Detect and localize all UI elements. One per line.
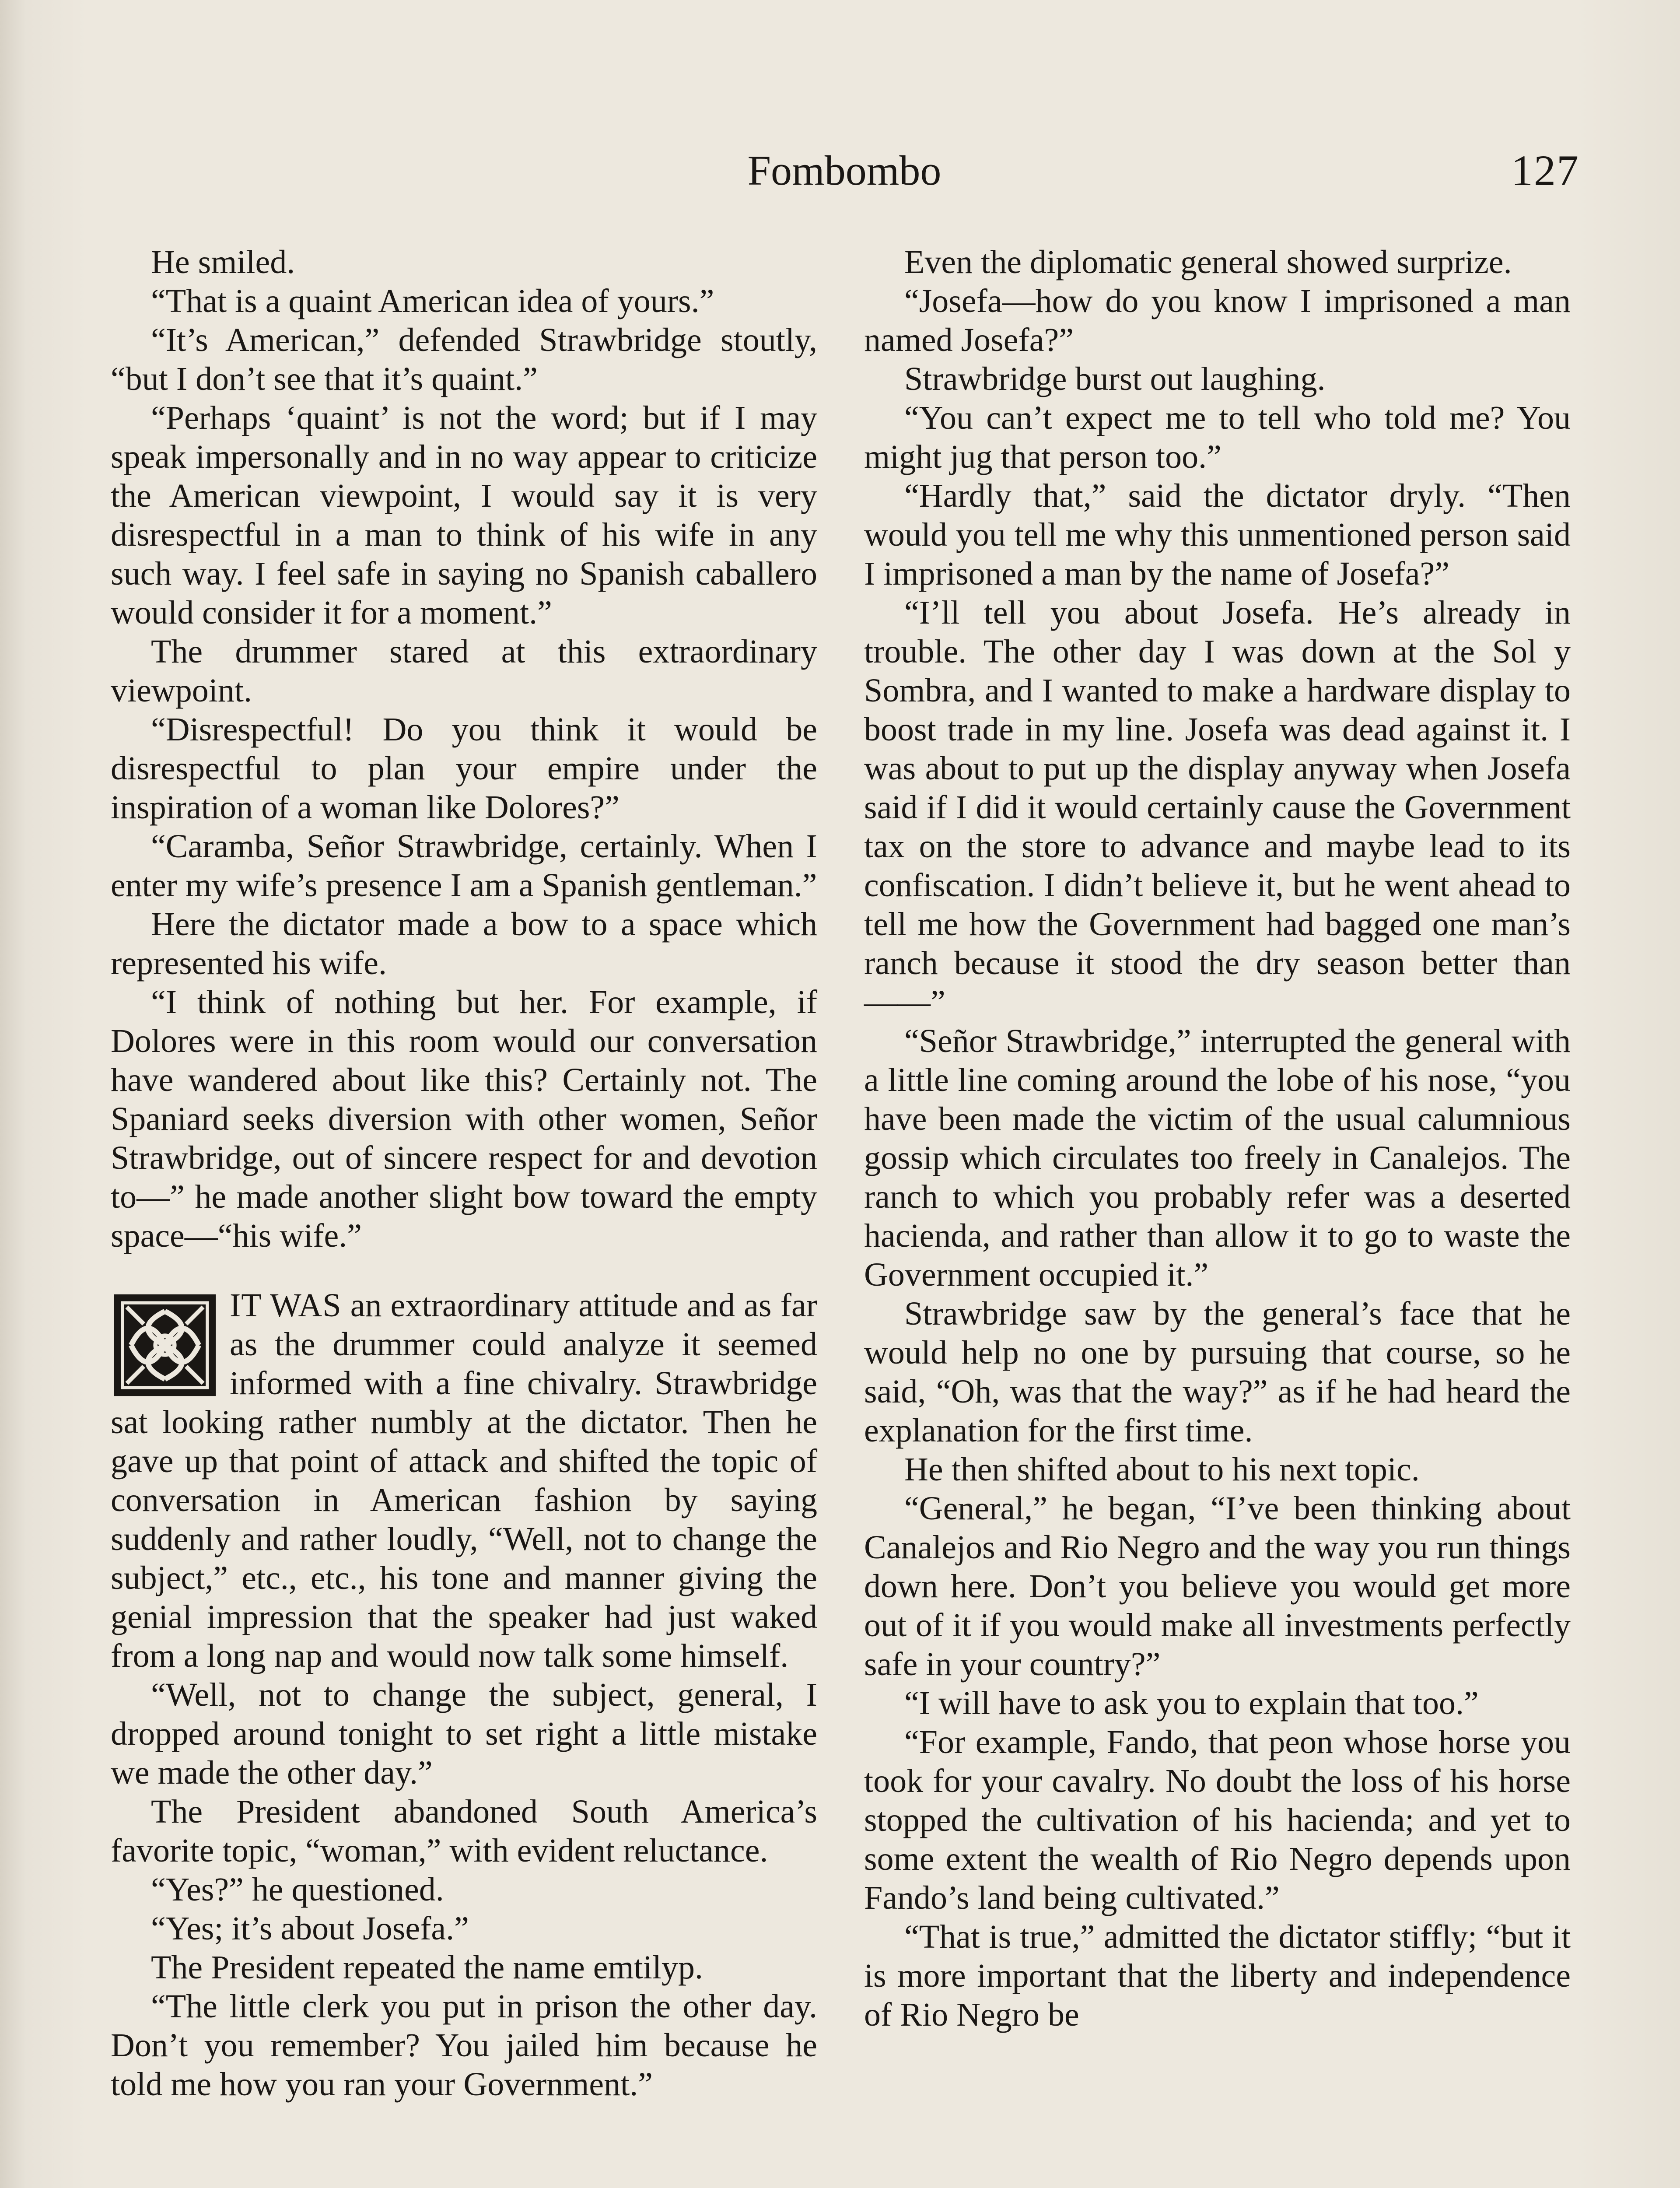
paragraph: Even the diplomatic general showed surprize. <box>904 244 1512 281</box>
left-column <box>111 243 817 2104</box>
paragraph: “The little clerk you put in prison the other day. Don’t you remember? You jailed him because he told me how you ran your Government.” <box>111 1988 817 2103</box>
paragraph: Here the dictator made a bow to a space which represented his wife. <box>111 906 817 982</box>
paragraph: The drummer stared at this extraordinary viewpoint. <box>111 633 817 709</box>
paragraph: “Disrespectful! Do you think it would be disrespectful to plan your empire under the inspiration of a woman like Dolores?” <box>111 711 817 826</box>
paragraph: “I will have to ask you to explain that too.” <box>904 1685 1479 1722</box>
right-column <box>864 243 1571 2034</box>
paragraph: “Yes?” he questioned. <box>151 1871 444 1908</box>
paragraph: The President repeated the name emtilyp. <box>151 1949 703 1986</box>
celtic-knot-ornament-icon <box>111 1292 219 1398</box>
paragraph: The President abandoned South America’s favorite topic, “woman,” with evident reluctance. <box>111 1793 817 1869</box>
paragraph: He then shifted about to his next topic. <box>904 1451 1420 1488</box>
paragraph: “I think of nothing but her. For example, if Dolores were in this room would our conversation have wandered about like this? Certainly not. The Spaniard seeks diversion with other women, Señor Strawbridge, out of sincere respect for and devotion to—” he made another slight bow toward the empty space—“his wife.” <box>111 984 817 1254</box>
paragraph: “Hardly that,” said the dictator dryly. “Then would you tell me why this unmentioned person said I imprisoned a man by the name of Josefa?” <box>864 477 1571 592</box>
section-text: an extraordinary attitude and as far as the drummer could analyze it seemed informed with a fine chivalry. Strawbridge sat looking rather numbly at the dictator. Then he gave up that point of attack and shifted the topic of conversation in American fashion by saying suddenly and rather loudly, “Well, not to change the subject,” etc., etc., his tone and manner giving the genial impression that the speaker had just waked from a long nap and would now talk some himself. <box>111 1287 818 1674</box>
paragraph: “That is a quaint American idea of yours.” <box>151 283 714 319</box>
paragraph: “Josefa—how do you know I imprisoned a man named Josefa?” <box>864 283 1571 358</box>
paragraph: “Señor Strawbridge,” interrupted the general with a little line coming around the lobe of his nose, “you have been made the victim of the usual calumnious gossip which circulates too freely in Canalejos. The ranch to which you probably refer was a deserted hacienda, and rather than allow it to go to waste the Government occupied it.” <box>864 1023 1571 1293</box>
paragraph: “Perhaps ‘quaint’ is not the word; but if I may speak impersonally and in no way appear to criticize the American viewpoint, I would say it is very disrespectful in a man to think of his wife in any such way. I feel safe in saying no Spanish caballero would consider it for a moment.” <box>111 400 817 631</box>
paragraph: “I’ll tell you about Josefa. He’s already in trouble. The other day I was down at the Sol y Sombra, and I wanted to make a hardware display to boost trade in my line. Josefa was dead against it. I was about to put up the display anyway when Josefa said if I did it would certainly cause the Government tax on the store to advance and maybe lead to its confiscation. I didn’t believe it, but he went ahead to tell me how the Government had bagged one man’s ranch because it stood the dry season better than——” <box>864 594 1571 1020</box>
paragraph: “Yes; it’s about Josefa.” <box>151 1910 469 1947</box>
paragraph: “General,” he began, “I’ve been thinking about Canalejos and Rio Negro and the way you run things down here. Don’t you believe you would get more out of it if you would make all investments perfectly safe in your country?” <box>864 1490 1571 1683</box>
paragraph: “That is true,” admitted the dictator stiffly; “but it is more important that the liberty and independence of Rio Negro be <box>864 1918 1571 2033</box>
page-number: 127 <box>1511 146 1579 195</box>
paragraph: Strawbridge burst out laughing. <box>904 361 1326 397</box>
paragraph: “Well, not to change the subject, general, I dropped around tonight to set right a little mistake we made the other day.” <box>111 1676 817 1791</box>
running-title: Fombombo <box>747 147 942 194</box>
paragraph: “You can’t expect me to tell who told me? You might jug that person too.” <box>864 400 1571 475</box>
paragraph: Strawbridge saw by the general’s face that he would help no one by pursuing that course, so he said, “Oh, was that the way?” as if he had heard the explanation for the first time. <box>864 1295 1571 1449</box>
paragraph: “Caramba, Señor Strawbridge, certainly. When I enter my wife’s presence I am a Spanish gentleman.” <box>111 828 817 904</box>
running-head <box>109 144 1579 210</box>
section-lead-caps: IT WAS <box>230 1287 342 1324</box>
paragraph: “For example, Fando, that peon whose horse you took for your cavalry. No doubt the loss of his horse stopped the cultivation of his hacienda; and yet to some extent the wealth of Rio Negro depends upon Fando’s land being cultivated.” <box>864 1724 1571 1916</box>
paragraph: He smiled. <box>151 244 295 281</box>
section-opening-paragraph <box>111 1286 817 1676</box>
paragraph: “It’s American,” defended Strawbridge stoutly, “but I don’t see that it’s quaint.” <box>111 322 817 397</box>
